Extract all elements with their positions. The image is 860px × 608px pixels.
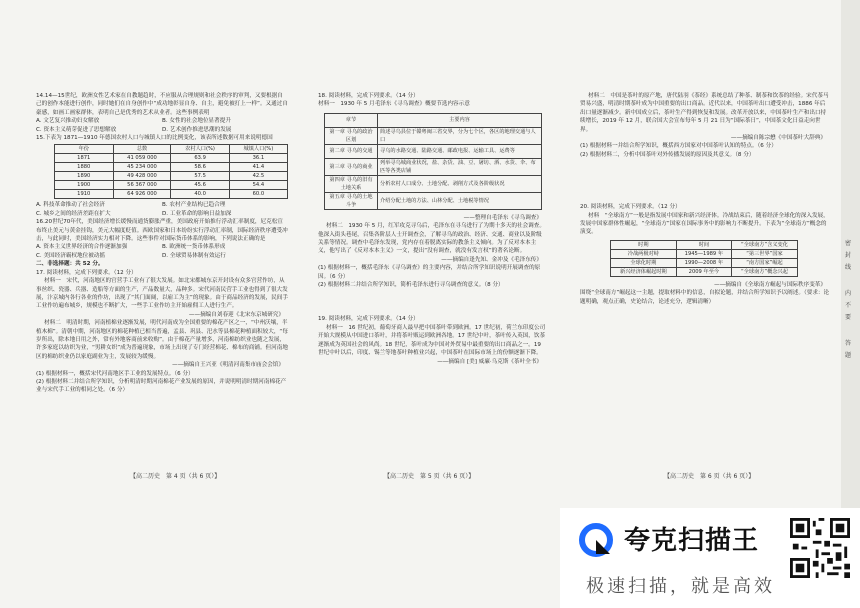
table-header: 总数 bbox=[113, 145, 171, 154]
q14-option-b: B. 女性的社会地位显著提升 bbox=[162, 118, 231, 125]
table-row bbox=[55, 190, 288, 199]
q15-population-table bbox=[54, 144, 288, 199]
table-cell: 寻乌的水路交通、陆路交通、邮政电报、运输工具、运费等 bbox=[378, 144, 542, 158]
q18-title: 18. 阅读材料，完成下列要求。（14 分） bbox=[318, 93, 419, 99]
qr-code-icon bbox=[790, 518, 850, 578]
table-cell: 1890 bbox=[55, 172, 114, 181]
q16-option-c: C. 美国经济霸权地位被动摇 bbox=[36, 252, 105, 259]
q14-stem: 14.14—15世纪，欧洲女性艺术家在自教题趋时，不应服从合理规则和社会秩序的审判，又要根据自己的创作本能进行创作，同时她们在自身创作中“成功地彰显自身、自主，避免被打上一样”。又通过自豪感，如画工画家群体，表明自己是优秀的艺术从业者。这些事例表明 bbox=[36, 93, 288, 116]
table-cell: 第四章 寻乌的旧有土地关系 bbox=[325, 175, 378, 192]
q20-source: ——摘编自《全球南方崛起与国际秩序变革》 bbox=[714, 281, 826, 288]
q18-ask-2: (2) 根据材料二并结合所学知识，简析毛泽东进行寻乌调查的意义。（8 分） bbox=[318, 282, 504, 289]
q15-options bbox=[36, 201, 288, 218]
table-cell: 1990—2008 年 bbox=[676, 258, 731, 267]
q18-material-2-source: ——摘编自逢先知、金冲及《毛泽东传》 bbox=[441, 256, 542, 263]
page-6-footer: 【高二历史 第 6 页（共 6 页）】 bbox=[664, 473, 755, 480]
binding-char: 内 bbox=[845, 290, 852, 297]
q16-option-a: A. 资本主义世界经济的合作逐渐加强 bbox=[36, 244, 128, 251]
q15-option-c: C. 城乡之间的经济差距在扩大 bbox=[36, 210, 111, 217]
binding-char: 线 bbox=[845, 264, 852, 271]
table-cell: “南方国家”崛起 bbox=[731, 258, 797, 267]
binding-char: 答 bbox=[845, 340, 852, 347]
table-row bbox=[55, 154, 288, 163]
table-cell: “全球南方”概念兴起 bbox=[731, 267, 797, 276]
q18-material-1-intro: 材料一 1930 年 5 月毛泽东《寻乌调查》概要节选内容示意 bbox=[318, 101, 470, 108]
q19-ask-1: (1) 根据材料一并结合所学知识，概括西方国家对中国茶叶认知的特点。（6 分） bbox=[580, 143, 777, 150]
table-row bbox=[55, 181, 288, 190]
q17-material-1: 材料一 宋代，河南地区的官营手工业有了很大发展。如北宋都城东京开封设有众多官营作坊，从事丝织、瓷器、兵器、造船等方面的生产，产品数量大，品种多。宋代河南民营手工业也得到了很大发展，汴京城内各行各业的作坊，出现了“其门面阔，以雇工为主”的现象。由于商品经济的发展，民间手工业作坊遍布城乡，规模也不断扩大，一些手工业作坊主开始雇佣工人进行生产。 bbox=[36, 278, 288, 310]
table-cell: 58.6 bbox=[171, 163, 229, 172]
table-cell: 第五章 寻乌的土地斗争 bbox=[325, 192, 378, 209]
page-6-column bbox=[580, 92, 830, 306]
binding-char: 封 bbox=[845, 252, 852, 259]
table-header: 时期 bbox=[611, 240, 677, 249]
q20-global-south-table bbox=[610, 240, 798, 277]
q18-material-2: 材料二 1930 年 5 月，红军攻克寻乌后，毛泽东在寻乌进行了为期十多天的社会调查。他深入街头巷尾，召集各阶层人士开调查会，了解寻乌的政治、经济、交通、商业以及阶级关系等情况。调查中毛泽东发现，党内存在着脱离实际的教条主义倾向。为了反对本本主义，他写出了《反对本本主义》一文，提出“没有调查，就没有发言权”的著名论断。 bbox=[318, 223, 545, 255]
q14-options bbox=[36, 117, 288, 134]
table-cell: 1900 bbox=[55, 181, 114, 190]
table-cell: 冷战两极对峙 bbox=[611, 249, 677, 258]
binding-char: 密 bbox=[845, 240, 852, 247]
table-cell: 列举寻乌城商业状况，盐、杂货、油、豆、屠坊、酒、水货、伞、布匹等各类店铺 bbox=[378, 158, 542, 175]
q20-material: 材料 “全球南方”一般是指发展中国家和新兴经济体。冷战结束后，随着经济全球化的深入发展，发展中国家群体性崛起，“全球南方”国家在国际事务中的影响力不断提升。下表为“全球南方”概念的演变。 bbox=[580, 212, 829, 236]
table-cell: 57.5 bbox=[171, 172, 229, 181]
table-cell: 41.4 bbox=[229, 163, 287, 172]
table-cell: 45 234 000 bbox=[113, 163, 171, 172]
table-header: 章节 bbox=[325, 113, 378, 127]
table-cell: 63.9 bbox=[171, 154, 229, 163]
q15-option-b: B. 农村产业结构已趋合理 bbox=[162, 202, 226, 209]
q19-material-1: 材料一 16 世纪初，葡萄牙商人最早把中国茶叶带到欧洲。17 世纪初，荷兰东印度公司开始大规模从中国进口茶叶，并将茶叶贩运到欧洲各地。17 世纪中叶，茶叶传入英国，饮茶逐渐成为英国社会的风尚。18 世纪，茶叶成为中国对外贸易中最重要的出口商品之一。19 世纪中叶以后，印度、锡兰等地茶叶种植业兴起，中国茶叶在国际市场上的份额逐渐下降。 bbox=[318, 324, 546, 357]
q17-material-1-source: ——摘编自刘春迎《北宋东京城研究》 bbox=[188, 311, 284, 318]
table-cell: 54.4 bbox=[229, 181, 287, 190]
page-5-footer: 【高二历史 第 5 页（共 6 页）】 bbox=[384, 473, 475, 480]
q15-option-a: A. 科技革命推动了社会经济 bbox=[36, 202, 105, 209]
table-row bbox=[325, 158, 542, 175]
table-cell: 41 059 000 bbox=[113, 154, 171, 163]
q19-material-1-source: ——摘编自 [美] 威廉·乌克斯《茶叶全书》 bbox=[437, 358, 542, 365]
binding-char: 要 bbox=[845, 314, 852, 321]
q18-ask-1: (1) 根据材料一，概括毛泽东《寻乌调查》的主要内容，并结合所学知识说明开展调查的原因。（6 分） bbox=[318, 265, 541, 280]
q14-option-d: D. 艺术创作推进思潮的发展 bbox=[162, 126, 232, 133]
table-cell: 分析农村人口成分、土地分配、剥削方式及各阶级状况 bbox=[378, 175, 542, 192]
q19-ask-2: (2) 根据材料二，分析中国茶叶对外传播发展的原因及其意义。（8 分） bbox=[580, 151, 755, 158]
table-cell: 36.1 bbox=[229, 154, 287, 163]
table-header: 城镇人口(%) bbox=[229, 145, 287, 154]
page-5-column bbox=[318, 92, 546, 366]
q16-option-d: D. 全球贸易体制有效运行 bbox=[162, 252, 226, 259]
page-4-column bbox=[36, 92, 288, 395]
table-row bbox=[611, 249, 798, 258]
q17-title: 17. 阅读材料，完成下列要求。（12 分） bbox=[36, 269, 137, 276]
table-row bbox=[55, 172, 288, 181]
binding-char: 不 bbox=[845, 302, 852, 309]
q17-ask-1: (1) 根据材料一，概括宋代河南地区手工业的发展特点。（6 分） bbox=[36, 370, 194, 377]
table-cell: 2009 年至今 bbox=[676, 267, 731, 276]
table-row bbox=[611, 267, 798, 276]
q19-title: 19. 阅读材料，完成下列要求。（14 分） bbox=[318, 316, 419, 323]
binding-char: 题 bbox=[845, 352, 852, 359]
table-cell: 介绍分配土地的方法、山林分配、土地税等情况 bbox=[378, 192, 542, 209]
q14-option-a: A. 文艺复兴推动妇女解放 bbox=[36, 118, 100, 125]
q17-material-2: 材料二 明清时期，河南植棉业逐渐发展，明代河南成为全国重要的棉花产区之一，“中州沃壤，半植木棉”。清朝中期，河南地区的棉花种植已相当普遍，孟县、巩县、汜水等县棉花种植面积较大，“每岁所出，除本地日用之外，常有外地客商前来收购”。由于棉花产量增多，河南棉纺织业也随之发展，许多家庭以纺织为业，“男耕女织”成为普遍现象，市场上出现了专门经营棉花、棉布的商铺。但河南地区的棉纺织业仍以家庭副业为主，发展较为缓慢。 bbox=[36, 320, 288, 360]
table-cell: 42.5 bbox=[229, 172, 287, 181]
table-cell: 45.6 bbox=[171, 181, 229, 190]
table-header: 农村人口(%) bbox=[171, 145, 229, 154]
table-cell: “第三世界”国家 bbox=[731, 249, 797, 258]
page-4-footer: 【高二历史 第 4 页（共 6 页）】 bbox=[130, 473, 221, 480]
table-cell: 40.0 bbox=[171, 190, 229, 199]
table-header: 主要内容 bbox=[378, 113, 542, 127]
brand-name: 夸克扫描王 bbox=[624, 526, 760, 556]
q16-options bbox=[36, 243, 288, 260]
table-cell: 新兴经济体崛起时期 bbox=[611, 267, 677, 276]
table-cell: 1880 bbox=[55, 163, 114, 172]
part2-heading: 二、非选择题：共 52 分。 bbox=[36, 261, 104, 268]
scanner-watermark bbox=[560, 508, 860, 608]
table-row bbox=[325, 144, 542, 158]
table-row bbox=[55, 163, 288, 172]
table-header: 年份 bbox=[55, 145, 114, 154]
table-cell: 49 428 000 bbox=[113, 172, 171, 181]
q16-option-b: B. 欧洲统一货币体系形成 bbox=[162, 244, 226, 251]
brand-slogan: 极速扫描，就是高效 bbox=[586, 576, 775, 597]
q19-material-2-source: ——摘编自陈宗懋《中国茶叶大辞典》 bbox=[730, 135, 826, 142]
table-cell: 56 367 000 bbox=[113, 181, 171, 190]
q18-material-1-source: ——整理自毛泽东《寻乌调查》 bbox=[463, 214, 542, 221]
table-row bbox=[325, 192, 542, 209]
table-row bbox=[611, 258, 798, 267]
q17-material-2-source: ——摘编自王兴亚《明清河南集市庙会会馆》 bbox=[172, 362, 284, 369]
table-cell: 60.0 bbox=[229, 190, 287, 199]
q14-option-c: C. 资本主义萌芽促进了思想解放 bbox=[36, 126, 117, 133]
table-cell: 1910 bbox=[55, 190, 114, 199]
q19-material-2: 材料二 中国是茶叶的原产地，唐代陆羽《茶经》系统总结了种茶、制茶和饮茶的经验。宋代茶马贸易兴盛，明清时期茶叶成为中国重要的出口商品。近代以来，中国茶叶出口遭受冲击，1886 年后出口量逐渐减少。新中国成立后，茶叶生产得到恢复和发展。改革开放以来，中国茶叶生产和出口持续增长，2019 年 12 月，联合国大会宣布每年 5 月 21 日为“国际茶日”，中国茶文化日益走向世界。 bbox=[580, 93, 829, 133]
table-cell: 1945—1989 年 bbox=[676, 249, 731, 258]
q16-stem: 16.20世纪70年代，美国经济增长缓慢而通货膨胀严重，美国政府开始推行浮动汇率制度，尼克松宣布终止美元与黄金挂钩，美元大幅度贬值。西欧国家和日本纷纷实行浮动汇率制，国际经济秩序遭受冲击，与此同时，美国经济实力相对下降。这些事件对国际货币体系的影响，下列说法正确的是 bbox=[36, 219, 288, 243]
quark-logo-icon bbox=[576, 520, 616, 560]
q20-ask: 围绕“全球南方”崛起这一主题，提取材料中的信息，自拟论题，并结合所学知识予以阐述。（要求：论题明确，观点正确，史论结合，论述充分，逻辑清晰） bbox=[580, 290, 830, 305]
table-cell: 1871 bbox=[55, 154, 114, 163]
q17-ask-2: (2) 根据材料二并结合所学知识，分析明清时期河南棉花产业发展的原因，并说明明清时期河南棉花产业与宋代手工业的相同之处。（6 分） bbox=[36, 378, 287, 394]
table-row bbox=[325, 127, 542, 144]
q20-title: 20. 阅读材料，完成下列要求。（12 分） bbox=[580, 204, 681, 211]
table-header: “全球南方”含义变化 bbox=[731, 240, 797, 249]
table-row bbox=[325, 175, 542, 192]
table-cell: 第一章 寻乌的政治区划 bbox=[325, 127, 378, 144]
table-cell: 第三章 寻乌的商业 bbox=[325, 158, 378, 175]
q15-stem: 15.下表为 1871—1910 年德国农村人口与城镇人口的比例变化，该表所述数据可用来说明德国 bbox=[36, 135, 273, 142]
table-cell: 第二章 寻乌的交通 bbox=[325, 144, 378, 158]
table-cell: 简述寻乌县位于赣粤闽三省交界，分为七个区，各区的地理交通与人口 bbox=[378, 127, 542, 144]
q18-survey-table bbox=[324, 113, 542, 210]
table-cell: 64 926 000 bbox=[113, 190, 171, 199]
q15-option-d: D. 工业革命的影响日益加深 bbox=[162, 210, 232, 217]
table-cell: 全球化时期 bbox=[611, 258, 677, 267]
table-header: 时间 bbox=[676, 240, 731, 249]
